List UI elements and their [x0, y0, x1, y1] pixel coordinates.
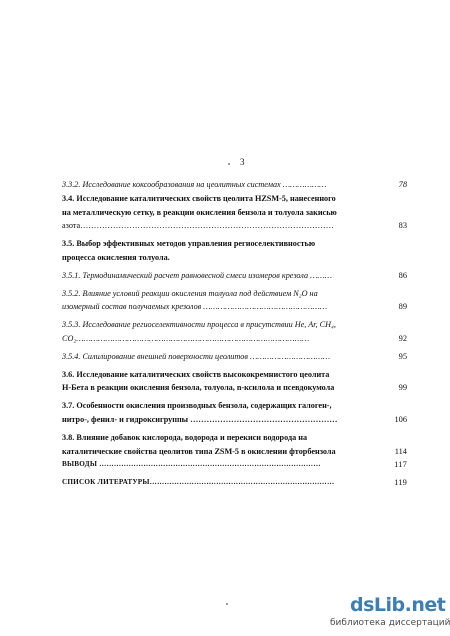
- scan-speck: [226, 603, 228, 605]
- watermark-subtitle: библиотека диссертаций: [330, 618, 450, 628]
- toc-entry-line: СПИСОК ЛИТЕРАТУРЫ…………………………………………………………………: [62, 478, 335, 487]
- toc-entry-conclusions: [62, 458, 407, 472]
- toc-entry-3-8: [62, 431, 407, 459]
- toc-entry-line: 3.8. Влияние добавок кислорода, водорода и перекиси водорода на: [62, 432, 308, 442]
- toc-entry-3-5-1: [62, 269, 407, 283]
- toc-entry-page: 119: [394, 478, 407, 488]
- toc-entry-line: 3.3.2. Исследование коксообразования на цеолитных системах ………………: [62, 180, 327, 189]
- toc-entry-line: CO₂……………………………………………………………………………………: [62, 333, 310, 343]
- toc-entry-line: 3.5. Выбор эффективных методов управления региоселективностью: [62, 239, 316, 249]
- toc-entry-page: 99: [398, 383, 407, 393]
- toc-entry-page: 114: [394, 446, 407, 456]
- toc-entry-line: 3.7. Особенности окисления производных бензола, содержащих галоген-,: [62, 401, 332, 411]
- toc-entry-line: 3.4. Исследование каталитических свойств цеолита HZSM-5, нанесенного: [62, 193, 336, 203]
- watermark-logo: dsLib.net: [350, 594, 446, 616]
- toc-entry-line: на металлическую сетку, в реакции окисления бензола и толуола закисью: [62, 207, 337, 217]
- toc-entry-page: 83: [398, 221, 407, 231]
- toc-entry-3-4: [62, 192, 407, 233]
- scan-speck: [228, 163, 230, 165]
- toc-entry-line: 3.5.4. Силилирование внешней поверхности цеолитов ……………………………: [62, 351, 331, 361]
- toc-entry-page: 86: [398, 270, 407, 280]
- toc-entry-line: Н-Бета в реакции окисления бензола, толуола, n-ксилола и псевдокумола: [62, 383, 335, 393]
- toc-entry-line: 3.6. Исследование каталитических свойств высококремнистого цеолита: [62, 369, 330, 379]
- toc-entry-3-5-2: [62, 287, 407, 315]
- toc-entry-line: нитро-, фенил- и гидроксигруппы ………………………………………………: [62, 414, 338, 424]
- toc-entry-page: 117: [394, 460, 407, 470]
- toc-entry-page: 89: [398, 302, 407, 312]
- toc-entry-line: изомерный состав получаемых крезолов ……………………………………………: [62, 302, 328, 312]
- page-number: 3: [240, 157, 245, 167]
- toc-entry-3-6: [62, 368, 407, 396]
- toc-entry-line: каталитические свойства цеолитов типа ZSM-5 в окислении фторбензола: [62, 446, 336, 456]
- toc-entry-page: 92: [398, 333, 407, 343]
- toc-entry-3-7: [62, 399, 407, 427]
- toc-entry-references: [62, 476, 407, 490]
- table-of-contents: [62, 178, 407, 490]
- toc-entry-page: 106: [394, 414, 407, 424]
- toc-entry-line: процесса окисления толуола.: [62, 252, 170, 262]
- toc-entry-page: 95: [398, 351, 407, 361]
- toc-entry-line: азота…………………………………………………………………………………: [62, 221, 334, 231]
- watermark: [330, 594, 448, 634]
- toc-entry-3-3-2: [62, 178, 407, 192]
- toc-entry-page: 78: [398, 180, 407, 189]
- toc-entry-line: 3.5.1. Термодинамический расчет равновесной смеси изомеров крезола ………: [62, 270, 332, 280]
- toc-entry-3-5: [62, 237, 407, 265]
- toc-entry-line: 3.5.3. Исследование региоселективности процесса в присутствии He, Ar, CH₄,: [62, 320, 336, 330]
- toc-entry-3-5-4: [62, 350, 407, 364]
- toc-entry-line: ВЫВОДЫ ………………………………………………………………………………: [62, 460, 321, 469]
- toc-entry-3-5-3: [62, 318, 407, 346]
- toc-entry-line: 3.5.2. Влияние условий реакции окисления толуола под действием N₂O на: [62, 288, 318, 298]
